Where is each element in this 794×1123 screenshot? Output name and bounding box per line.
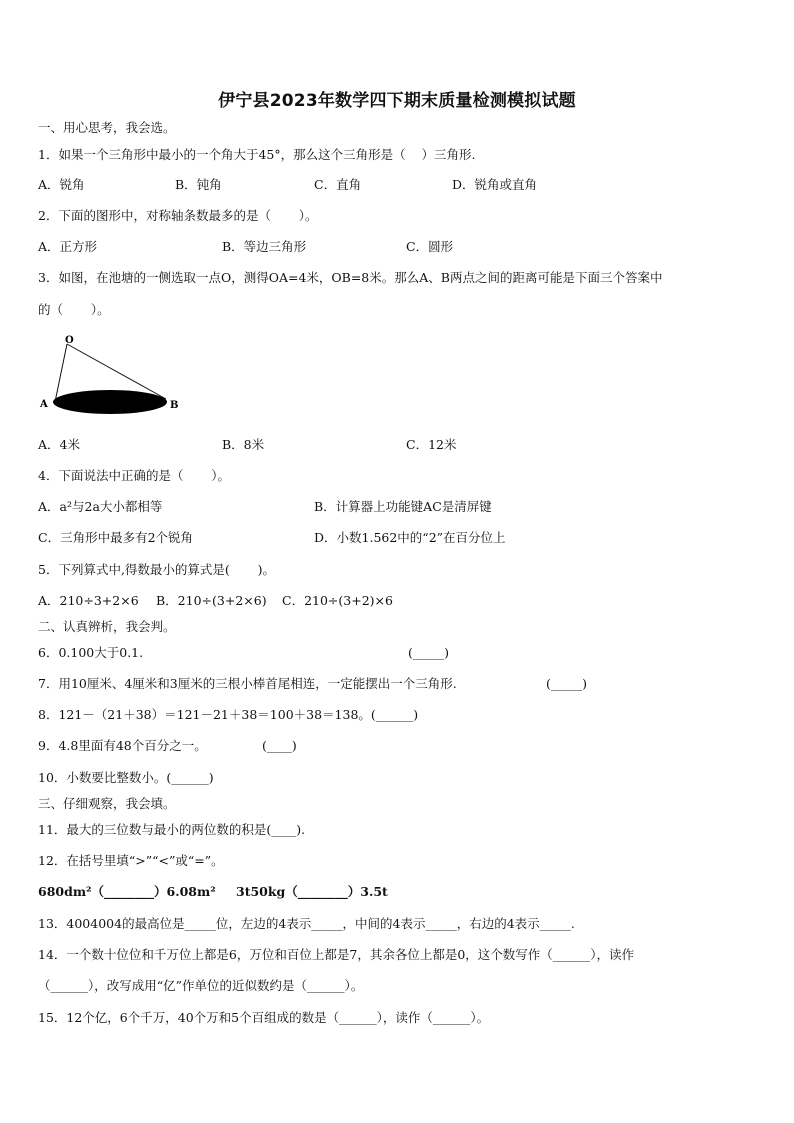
question-14-line-1: 14．一个数十位位和千万位上都是6，万位和百位上都是7，其余各位上都是0，这个数写作（______），读作 xyxy=(38,947,635,962)
question-13: 13．4004004的最高位是_____位，左边的4表示_____，中间的4表示_____，右边的4表示_____. xyxy=(38,916,575,931)
question-6: 6．0.100大于0.1. xyxy=(38,645,144,660)
q12-item-2: 3t50kg（________）3.5t xyxy=(236,884,388,899)
q1-option-a: A．锐角 xyxy=(38,177,85,192)
segment-oa xyxy=(55,344,67,402)
section-heading-2: 二、认真辨析，我会判。 xyxy=(38,619,176,634)
q1-option-c: C．直角 xyxy=(314,177,362,192)
question-12: 12．在括号里填“>”“<”或“=”。 xyxy=(38,853,224,868)
section-heading-1: 一、用心思考，我会选。 xyxy=(38,120,176,135)
q3-option-b: B．8米 xyxy=(222,437,265,452)
question-3-line-2: 的（ ）。 xyxy=(38,302,110,317)
question-2: 2．下面的图形中，对称轴条数最多的是（ ）。 xyxy=(38,208,318,223)
question-4: 4．下面说法中正确的是（ ）。 xyxy=(38,468,231,483)
label-b: B xyxy=(170,400,179,411)
question-9: 9．4.8里面有48个百分之一。 xyxy=(38,738,207,753)
q12-item-1: 680dm²（________）6.08m² xyxy=(38,884,216,899)
q2-option-c: C．圆形 xyxy=(406,239,454,254)
question-14-line-2: （______），改写成用“亿”作单位的近似数约是（______）。 xyxy=(38,978,364,993)
q4-option-a: A．a²与2a大小都相等 xyxy=(38,499,163,514)
q5-option-c: C．210÷(3+2)×6 xyxy=(282,593,393,608)
q4-option-d: D．小数1.562中的“2”在百分位上 xyxy=(314,530,506,545)
section-heading-3: 三、仔细观察，我会填。 xyxy=(38,796,176,811)
question-11: 11．最大的三位数与最小的两位数的积是(____). xyxy=(38,822,306,837)
q4-option-b: B．计算器上功能键AC是清屏键 xyxy=(314,499,492,514)
label-o: O xyxy=(65,335,74,346)
q9-answer-blank: (____) xyxy=(262,738,297,753)
q7-answer-blank: (_____) xyxy=(546,676,588,691)
pond-figure xyxy=(36,334,186,418)
q2-option-b: B．等边三角形 xyxy=(222,239,307,254)
page-title: 伊宁县2023年数学四下期末质量检测模拟试题 xyxy=(218,91,576,111)
q1-option-b: B．钝角 xyxy=(175,177,222,192)
question-15: 15．12个亿，6个千万，40个万和5个百组成的数是（______），读作（______）。 xyxy=(38,1010,490,1025)
q3-option-c: C．12米 xyxy=(406,437,457,452)
question-7: 7．用10厘米、4厘米和3厘米的三根小棒首尾相连，一定能摆出一个三角形. xyxy=(38,676,457,691)
q6-answer-blank: (_____) xyxy=(408,645,450,660)
question-8: 8．121－（21＋38）＝121－21＋38＝100＋38＝138。(______) xyxy=(38,707,419,722)
label-a: A xyxy=(40,399,48,410)
question-10: 10．小数要比整数小。(______) xyxy=(38,770,214,785)
pond-ellipse xyxy=(53,390,167,414)
q5-option-b: B．210÷(3+2×6) xyxy=(156,593,267,608)
question-3-line-1: 3．如图，在池塘的一侧选取一点O，测得OA=4米，OB=8米。那么A、B两点之间的距离可能是下面三个答案中 xyxy=(38,270,663,285)
question-1: 1．如果一个三角形中最小的一个角大于45°，那么这个三角形是（ ）三角形. xyxy=(38,147,476,162)
q2-option-a: A．正方形 xyxy=(38,239,98,254)
q4-option-c: C．三角形中最多有2个锐角 xyxy=(38,530,194,545)
q3-option-a: A．4米 xyxy=(38,437,80,452)
q5-option-a: A．210÷3+2×6 xyxy=(38,593,139,608)
question-5: 5．下列算式中,得数最小的算式是( )。 xyxy=(38,562,275,577)
q1-option-d: D．锐角或直角 xyxy=(452,177,538,192)
